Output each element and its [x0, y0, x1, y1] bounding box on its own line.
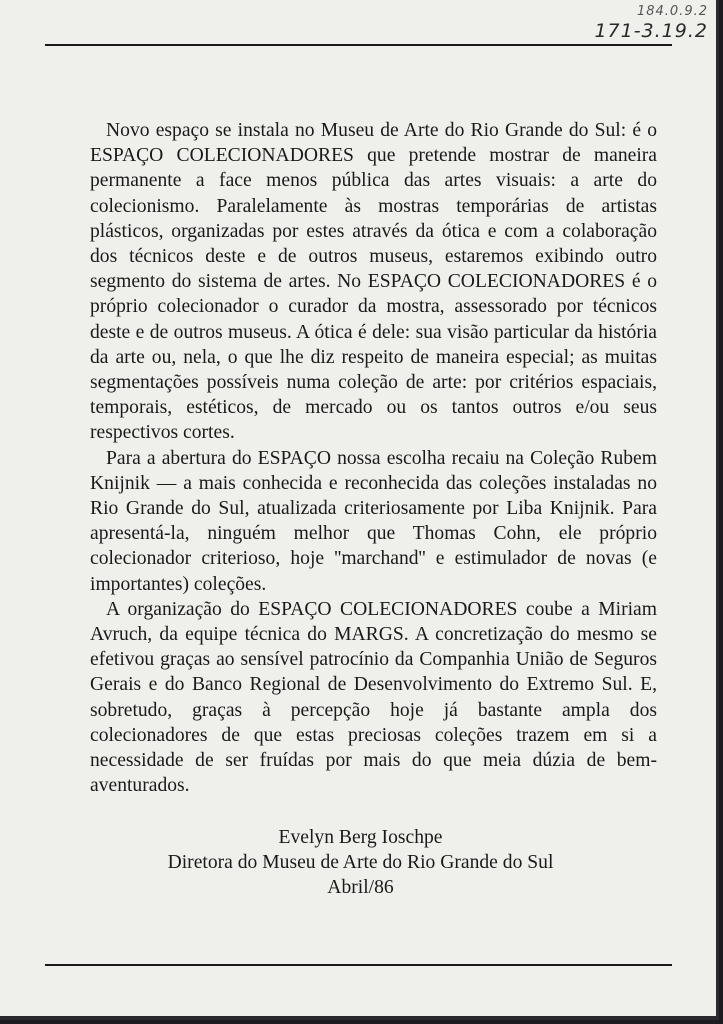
bottom-rule: [45, 964, 672, 966]
signature-block: [90, 825, 631, 900]
top-rule: [45, 44, 672, 46]
archive-code-line-2: 171-3.19.2: [594, 20, 708, 42]
paragraph-organization: A organização do ESPAÇO COLECIONADORES coube a Miriam Avruch, da equipe técnica do MARGS. A concretização do mesmo se efetivou graças ao sensível patrocínio da Companhia União de Seguros Gerais e do Banco Regional de Desenvolvimento do Extremo Sul. E, sobretudo, graças à percepção hoje já bastante ampla dos colecionadores de que estas preciosas coleções trazem em si a necessidade de ser fruídas por mais do que meia dúzia de bem-aventurados.: [90, 598, 657, 797]
paragraph-intro: Novo espaço se instala no Museu de Arte do Rio Grande do Sul: é o ESPAÇO COLECIONADORES que pretende mostrar de maneira permanente a face menos pública das artes visuais: a arte do colecionismo. Paralelamente às mostras temporárias de artistas plásticos, organizadas por estes através da ótica e com a colaboração dos técnicos deste e de outros museus, estaremos exibindo outro segmento do sistema de artes. No ESPAÇO COLECIONADORES é o próprio colecionador o curador da mostra, assessorado por técnicos deste e de outros museus. A ótica é dele: sua visão particular da história da arte ou, nela, o que lhe diz respeito de maneira especial; as muitas segmentações possíveis numa coleção de arte: por critérios espaciais, temporais, estéticos, de mercado ou os tantos outros e/ou seus respectivos cortes.: [90, 120, 657, 444]
paragraph-opening: Para a abertura do ESPAÇO nossa escolha recaiu na Coleção Rubem Knijnik — a mais conhecida e reconhecida das coleções instaladas no Rio Grande do Sul, atualizada criteriosamente por Liba Knijnik. Para apresentá-la, ninguém melhor que Thomas Cohn, ele próprio colecionador criterioso, hoje ''marchand'' e estimulador de novas (e importantes) coleções.: [90, 447, 657, 595]
signature-date: Abril/86: [327, 877, 394, 898]
archive-code-line-1: 184.0.9.2: [636, 4, 708, 19]
signature-name: Evelyn Berg Ioschpe: [278, 827, 443, 848]
letter-body: [90, 118, 657, 798]
signature-role: Diretora do Museu de Arte do Rio Grande do Sul: [167, 852, 554, 873]
